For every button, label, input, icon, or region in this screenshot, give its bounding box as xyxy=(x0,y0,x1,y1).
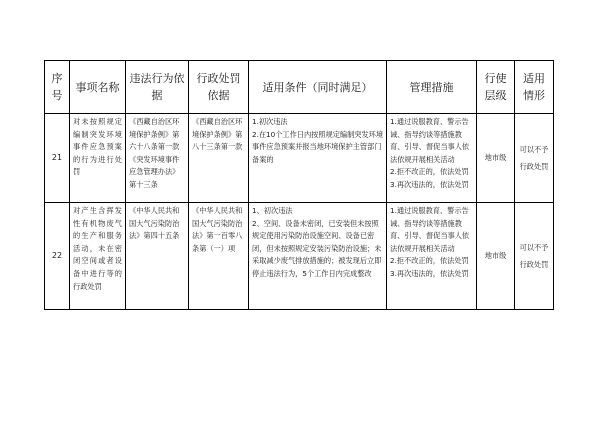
measure-line: 2.拒不改正的，依法处罚 xyxy=(390,256,469,266)
row-measures xyxy=(387,203,477,310)
measure-line: 1.通过说服教育、警示告诫、指导约谈等措施教育、引导、督促当事人依法依规开展相关活动 xyxy=(390,117,470,164)
header-seq: 序号 xyxy=(45,61,70,114)
row-situation: 可以不予行政处罚 xyxy=(515,203,554,310)
table-row xyxy=(45,203,554,310)
regulation-table xyxy=(44,60,554,310)
header-conditions: 适用条件（同时满足） xyxy=(249,61,387,114)
row-violation-basis: 《中华人民共和国大气污染防治法》第四十五条 xyxy=(126,203,189,310)
header-violation-basis: 违法行为依据 xyxy=(126,61,189,114)
header-level: 行使层级 xyxy=(477,61,515,114)
row-penalty-basis: 《西藏自治区环境保护条例》第八十三条第一款 xyxy=(189,114,249,203)
header-situation: 适用情形 xyxy=(515,61,554,114)
header-measures: 管理措施 xyxy=(387,61,477,114)
row-seq: 21 xyxy=(45,114,70,203)
table-row xyxy=(45,114,554,203)
measure-line: 3.再次违法的，依法处罚 xyxy=(390,179,469,189)
row-situation: 可以不予行政处罚 xyxy=(515,114,554,203)
row-penalty-basis: 《中华人民共和国大气污染防治法》第一百零八条第（一）项 xyxy=(189,203,249,310)
row-level: 地市级 xyxy=(477,203,515,310)
row-measures xyxy=(387,114,477,203)
header-item-name: 事项名称 xyxy=(70,61,126,114)
measure-line: 2.拒不改正的，依法处罚 xyxy=(390,167,469,177)
measure-line: 3.再次违法的，依法处罚 xyxy=(390,268,469,278)
condition-line: 1.初次违法 xyxy=(252,117,288,126)
row-conditions xyxy=(249,203,387,310)
row-conditions xyxy=(249,114,387,203)
row-violation-basis: 《西藏自治区环境保护条例》第六十八条第一款《突发环境事件应急管理办法》第十三条 xyxy=(126,114,189,203)
header-row xyxy=(45,61,554,114)
row-item-name: 对未按照规定编制突发环境事件应急预案的行为进行处罚 xyxy=(70,114,126,203)
condition-line: 2、空间、设备未密闭，已安装但未按照规定使用污染防治设施空间、设备已密闭，但未按照规定安装污染防治设施；未采取减少废气排放措施的；被发现后立即停止违法行为，5个工作日内完成整改 xyxy=(252,218,382,278)
header-penalty-basis: 行政处罚依据 xyxy=(189,61,249,114)
row-item-name: 对产生含挥发性有机物废气的生产和服务活动，未在密闭空间或者设备中进行等的行政处罚 xyxy=(70,203,126,310)
condition-line: 1、初次违法 xyxy=(252,206,293,215)
row-seq: 22 xyxy=(45,203,70,310)
row-level: 地市级 xyxy=(477,114,515,203)
measure-line: 1.通过说服教育、警示告诫、指导约谈等措施教育、引导、督促当事人依法依规开展相关活动 xyxy=(390,206,470,253)
condition-line: 2.在10个工作日内按照规定编制突发环境事件应急预案并报当地环境保护主管部门备案的 xyxy=(252,129,384,164)
